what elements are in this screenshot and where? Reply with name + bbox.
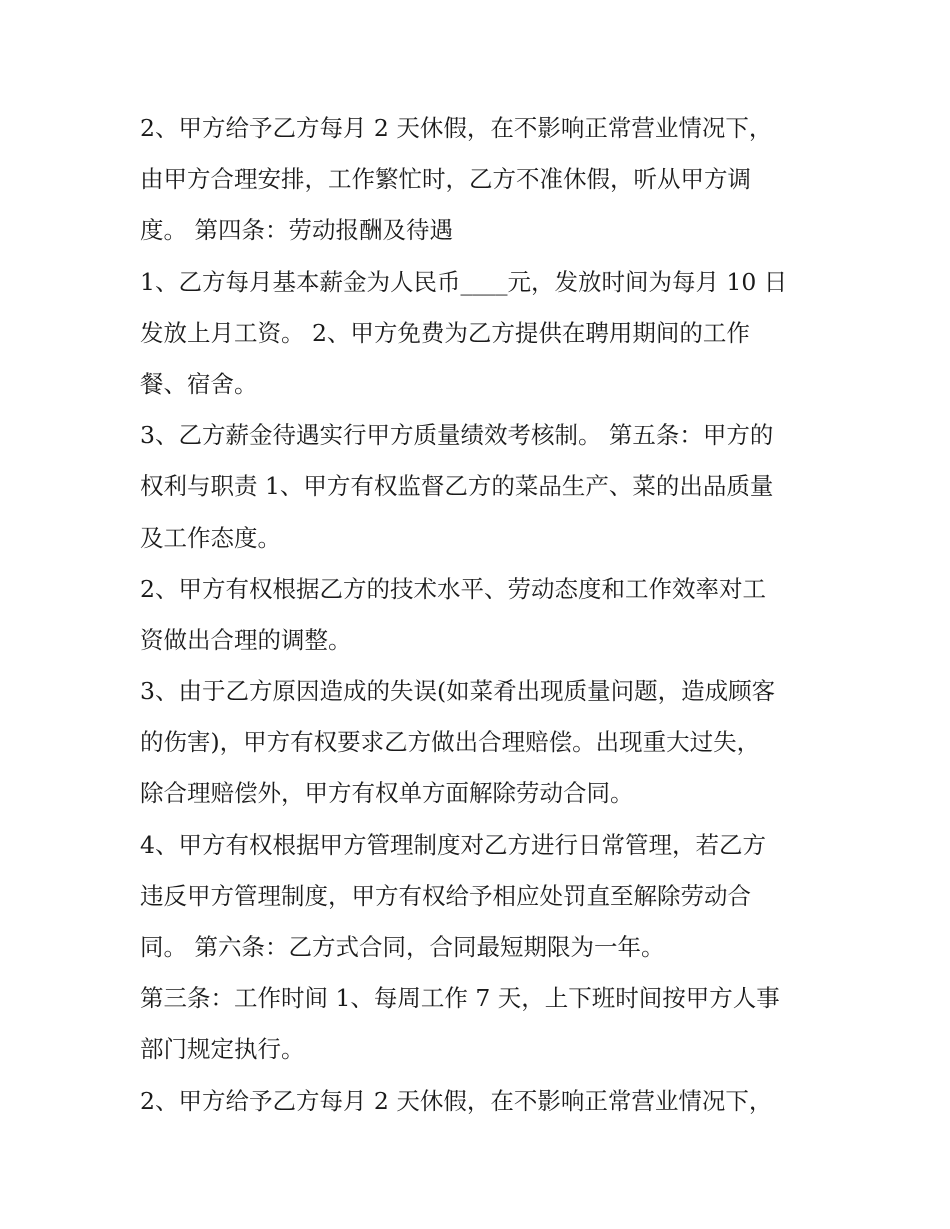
text-line: 2、甲方给予乙方每月 2 天休假，在不影响正常营业情况下， — [140, 1086, 773, 1115]
text-line: 1、乙方每月基本薪金为人民币____元，发放时间为每月 10 日 — [140, 267, 788, 296]
text-line: 发放上月工资。 2、甲方免费为乙方提供在聘用期间的工作 — [140, 318, 750, 347]
text-line: 第三条：工作时间 1、每周工作 7 天，上下班时间按甲方人事 — [140, 984, 780, 1013]
paragraph — [140, 820, 820, 974]
text-line: 部门规定执行。 — [140, 1035, 305, 1064]
text-line: 餐、宿舍。 — [140, 369, 258, 398]
text-line: 权利与职责 1、甲方有权监督乙方的菜品生产、菜的出品质量 — [140, 472, 774, 501]
paragraph — [140, 973, 820, 1075]
paragraph — [140, 666, 820, 820]
text-line: 2、甲方给予乙方每月 2 天休假，在不影响正常营业情况下， — [140, 114, 773, 142]
text-line: 度。 第四条：劳动报酬及待遇 — [140, 216, 453, 245]
text-line: 除合理赔偿外，甲方有权单方面解除劳动合同。 — [140, 779, 634, 808]
text-line: 3、由于乙方原因造成的失误(如菜肴出现质量问题，造成顾客 — [140, 677, 776, 706]
text-line: 同。 第六条：乙方式合同，合同最短期限为一年。 — [140, 933, 665, 961]
paragraph — [140, 257, 820, 411]
text-line: 2、甲方有权根据乙方的技术水平、劳动态度和工作效率对工 — [140, 574, 766, 603]
text-line: 的伤害)，甲方有权要求乙方做出合理赔偿。出现重大过失， — [140, 728, 761, 757]
text-line: 违反甲方管理制度，甲方有权给予相应处罚直至解除劳动合 — [140, 881, 751, 910]
text-line: 4、甲方有权根据甲方管理制度对乙方进行日常管理，若乙方 — [140, 830, 766, 859]
paragraph — [140, 564, 820, 666]
text-line: 由甲方合理安排，工作繁忙时，乙方不准休假，听从甲方调 — [140, 165, 751, 194]
document-body — [140, 103, 820, 1127]
text-line: 及工作态度。 — [140, 523, 281, 552]
paragraph — [140, 410, 820, 564]
paragraph — [140, 103, 820, 257]
text-line: 3、乙方薪金待遇实行甲方质量绩效考核制。 第五条：甲方的 — [140, 421, 774, 450]
paragraph — [140, 1076, 820, 1127]
text-line: 资做出合理的调整。 — [140, 625, 352, 654]
